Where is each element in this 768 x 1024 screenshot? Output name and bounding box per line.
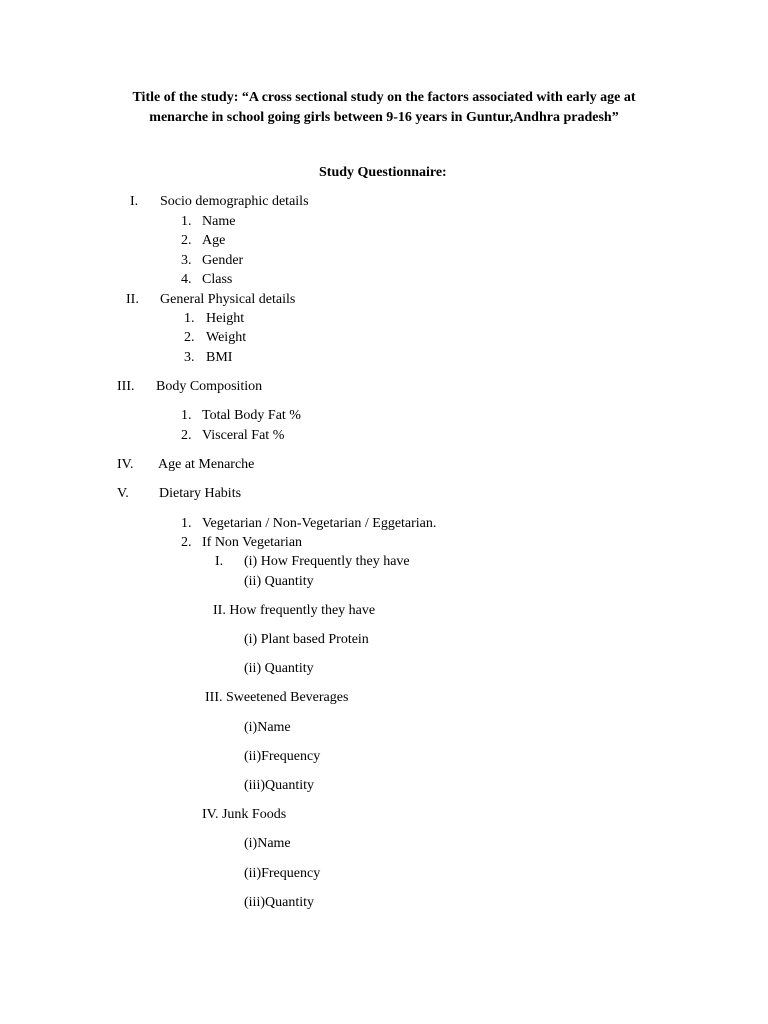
item-number: 4. [181, 272, 192, 287]
item-gender: Gender [202, 253, 244, 268]
study-title-line-1: Title of the study: “A cross sectional study on the factors associated with early age at [132, 90, 636, 105]
item-name: Name [202, 214, 236, 229]
section-label-dietary-habits: Dietary Habits [159, 486, 242, 501]
section-numeral: IV. [117, 457, 134, 472]
item-number: 2. [181, 233, 192, 248]
section-numeral: V. [117, 486, 129, 501]
subsection-numeral: I. [215, 554, 224, 569]
item-visceral-fat: Visceral Fat % [202, 428, 285, 443]
subitem-how-frequently: (i) How Frequently they have [244, 554, 410, 569]
subsection-heading-sweetened-beverages: III. Sweetened Beverages [205, 690, 349, 705]
subitem-plant-protein: (i) Plant based Protein [244, 632, 369, 647]
subitem-name: (i)Name [244, 720, 291, 735]
section-numeral: III. [117, 379, 135, 394]
subitem-quantity: (iii)Quantity [244, 895, 314, 910]
item-number: 3. [181, 253, 192, 268]
subitem-frequency: (ii)Frequency [244, 866, 321, 881]
item-number: 1. [184, 311, 195, 326]
item-if-non-vegetarian: If Non Vegetarian [202, 535, 303, 550]
item-number: 3. [184, 350, 195, 365]
item-class: Class [202, 272, 233, 287]
item-number: 1. [181, 214, 192, 229]
study-title-line-2: menarche in school going girls between 9-16 years in Guntur,Andhra pradesh” [149, 110, 619, 125]
item-weight: Weight [206, 330, 247, 345]
study-title [0, 88, 768, 128]
subitem-name: (i)Name [244, 836, 291, 851]
subsection-heading-junk-foods: IV. Junk Foods [202, 807, 287, 822]
item-number: 2. [181, 428, 192, 443]
section-numeral: I. [130, 194, 139, 209]
section-numeral: II. [126, 292, 139, 307]
item-number: 2. [181, 535, 192, 550]
item-age: Age [202, 233, 226, 248]
section-label-body-composition: Body Composition [156, 379, 263, 394]
section-label-age-at-menarche: Age at Menarche [158, 457, 255, 472]
subsection-heading-frequency: II. How frequently they have [213, 603, 376, 618]
subitem-quantity: (ii) Quantity [244, 574, 314, 589]
item-number: 2. [184, 330, 195, 345]
item-bmi: BMI [206, 350, 233, 365]
subitem-quantity: (iii)Quantity [244, 778, 314, 793]
item-number: 1. [181, 408, 192, 423]
subitem-quantity: (ii) Quantity [244, 661, 314, 676]
item-total-body-fat: Total Body Fat % [202, 408, 301, 423]
questionnaire-heading: Study Questionnaire: [319, 165, 447, 180]
subitem-frequency: (ii)Frequency [244, 749, 321, 764]
item-height: Height [206, 311, 245, 326]
item-number: 1. [181, 516, 192, 531]
section-label-general-physical: General Physical details [160, 292, 296, 307]
item-diet-type: Vegetarian / Non-Vegetarian / Eggetarian. [202, 516, 437, 531]
section-label-socio-demographic: Socio demographic details [160, 194, 309, 209]
